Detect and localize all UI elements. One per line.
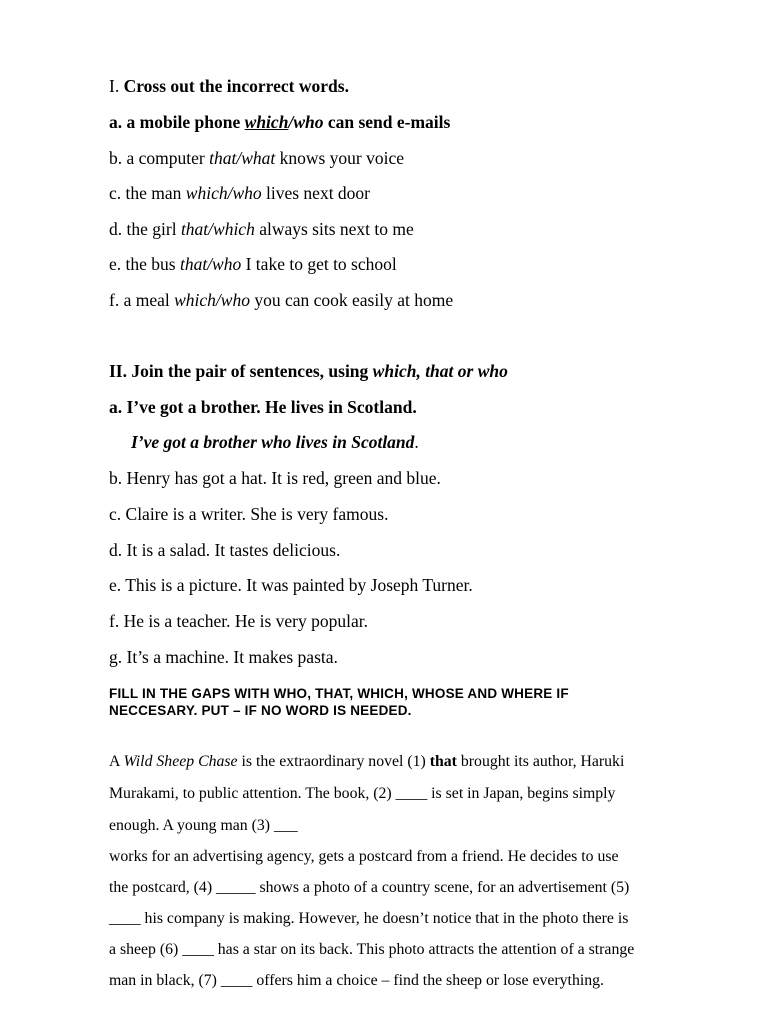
section1-roman: I.	[109, 76, 120, 96]
section1-heading-text: Cross out the incorrect words.	[123, 76, 349, 96]
section2-item-f: f. He is a teacher. He is very popular.	[109, 611, 369, 631]
item-b-choice: that/what	[209, 148, 276, 168]
item-e-pre: e. the bus	[109, 254, 180, 274]
section1-item-b	[109, 148, 404, 168]
paragraph-line-7: a sheep (6) ____ has a star on its back. This photo attracts the attention of a strange	[109, 941, 635, 958]
item-f-post: you can cook easily at home	[249, 290, 454, 310]
section2-example: a. I’ve got a brother. He lives in Scotland.	[109, 397, 417, 417]
section3-heading-line2: NECCESARY. PUT – IF NO WORD IS NEEDED.	[109, 703, 412, 718]
item-f-choice: which/who	[174, 290, 250, 310]
item-c-post: lives next door	[261, 183, 371, 203]
item-e-choice: that/who	[179, 254, 242, 274]
item-b-post: knows your voice	[275, 148, 405, 168]
item-a-option1: which	[244, 112, 289, 132]
item-d-pre: d. the girl	[109, 219, 181, 239]
paragraph-line-3: enough. A young man (3) ___	[109, 817, 298, 834]
section1-item-d	[109, 219, 414, 239]
paragraph-line-5: the postcard, (4) _____ shows a photo of a country scene, for an advertisement (5)	[109, 879, 630, 896]
section1-item-c	[109, 183, 370, 203]
item-a-slash: /	[288, 112, 294, 132]
item-c-choice: which/who	[185, 183, 262, 203]
paragraph-line-4: works for an advertising agency, gets a postcard from a friend. He decides to use	[109, 848, 619, 865]
item-c-pre: c. the man	[109, 183, 186, 203]
item-b-pre: b. a computer	[109, 148, 210, 168]
paragraph-line-6: ____ his company is making. However, he doesn’t notice that in the photo there is	[109, 910, 629, 927]
section2-item-b: b. Henry has got a hat. It is red, green and blue.	[109, 468, 441, 488]
section2-item-d: d. It is a salad. It tastes delicious.	[109, 540, 341, 560]
item-d-choice: that/which	[180, 219, 255, 239]
gap1-answer: that	[429, 753, 457, 770]
item-a-option2: who	[293, 112, 324, 132]
section2-item-e: e. This is a picture. It was painted by Joseph Turner.	[109, 575, 473, 595]
item-e-post: I take to get to school	[241, 254, 397, 274]
line1-middle: is the extraordinary novel (1)	[237, 753, 430, 770]
line1-start: A	[109, 753, 124, 770]
novel-title: Wild Sheep Chase	[123, 753, 238, 770]
section2-item-g: g. It’s a machine. It makes pasta.	[109, 647, 338, 667]
example-answer-period: .	[414, 432, 419, 452]
section2-example-answer	[131, 432, 419, 452]
section3-heading-line1: FILL IN THE GAPS WITH WHO, THAT, WHICH, WHOSE AND WHERE IF	[109, 686, 569, 701]
item-a-post: can send e-mails	[323, 112, 451, 132]
section2-heading-words: which, that or who	[372, 361, 508, 381]
section2-heading	[109, 361, 508, 381]
section1-heading	[109, 76, 349, 96]
item-f-pre: f. a meal	[109, 290, 175, 310]
section1-item-a	[109, 112, 450, 132]
section1-item-f	[109, 290, 453, 310]
section2-item-c: c. Claire is a writer. She is very famous.	[109, 504, 389, 524]
item-a-pre: a. a mobile phone	[109, 112, 245, 132]
line1-end: brought its author, Haruki	[456, 753, 625, 770]
paragraph-line-1	[109, 752, 624, 772]
section2-heading-text: II. Join the pair of sentences, using	[109, 361, 373, 381]
example-answer-text: I’ve got a brother who lives in Scotland	[131, 432, 415, 452]
item-d-post: always sits next to me	[254, 219, 414, 239]
paragraph-line-2: Murakami, to public attention. The book, (2) ____ is set in Japan, begins simply	[109, 785, 616, 802]
section1-item-e	[109, 254, 397, 274]
paragraph-line-8: man in black, (7) ____ offers him a choice – find the sheep or lose everything.	[109, 972, 604, 989]
